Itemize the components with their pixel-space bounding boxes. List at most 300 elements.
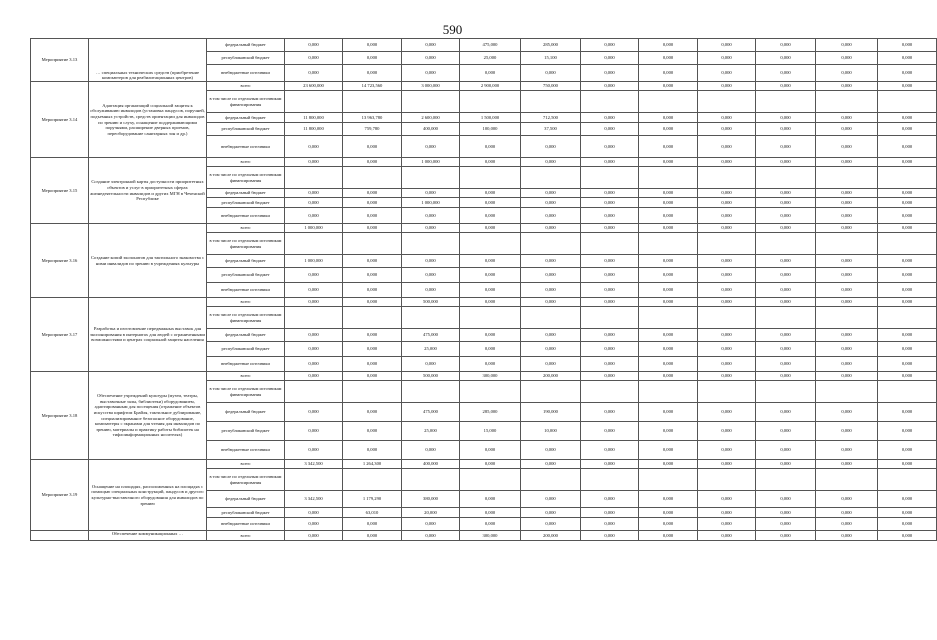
- description-cell: Разработка и изготовление передвижных выставок для экспонирования в интернатах для людей с ограниченными возможностями и центрах социальной защиты населения: [89, 298, 207, 372]
- value-cell: 0,000: [639, 342, 698, 357]
- value-cell: 0,000: [878, 255, 937, 268]
- value-cell: [878, 91, 937, 113]
- value-cell: 0,000: [756, 508, 816, 518]
- value-cell: 0,000: [816, 491, 878, 508]
- value-cell: [581, 307, 639, 329]
- funding-source-cell: в том числе по отдельным источникам финансирования: [207, 307, 285, 329]
- value-cell: [521, 307, 581, 329]
- value-cell: 0,000: [285, 268, 343, 283]
- value-cell: [581, 91, 639, 113]
- value-cell: 0,000: [639, 82, 698, 91]
- value-cell: 0,000: [878, 136, 937, 158]
- value-cell: 712,500: [521, 113, 581, 123]
- funding-source-cell: всего: [207, 531, 285, 541]
- value-cell: [343, 233, 402, 255]
- value-cell: 0,000: [402, 136, 460, 158]
- funding-source-cell: всего: [207, 298, 285, 307]
- value-cell: 0,000: [878, 518, 937, 531]
- funding-source-cell: республиканский бюджет: [207, 342, 285, 357]
- value-cell: 0,000: [756, 422, 816, 441]
- value-cell: 0,000: [581, 158, 639, 167]
- value-cell: 0,000: [285, 52, 343, 65]
- value-cell: 0,000: [581, 123, 639, 136]
- description-cell: Адаптация организаций социальной защиты к обслуживанию инвалидов (установка пандусов, поручней, подъемных устройств, средств ориентации для инвалидов по зрению и слуху, оснащение поддерживающими поручнями, расширение дверных проемов, переоборудование санитарных зон и др.): [89, 82, 207, 158]
- funding-source-cell: федеральный бюджет: [207, 255, 285, 268]
- value-cell: 0,000: [343, 224, 402, 233]
- value-cell: 0,000: [878, 422, 937, 441]
- value-cell: 0,000: [581, 491, 639, 508]
- funding-source-cell: внебюджетные источники: [207, 208, 285, 224]
- value-cell: 0,000: [756, 283, 816, 298]
- value-cell: [581, 233, 639, 255]
- value-cell: 0,000: [581, 189, 639, 198]
- funding-source-cell: в том числе по отдельным источникам финансирования: [207, 167, 285, 189]
- value-cell: 0,000: [460, 208, 521, 224]
- value-cell: 0,000: [698, 403, 756, 422]
- value-cell: 0,000: [756, 82, 816, 91]
- value-cell: 25,000: [402, 422, 460, 441]
- value-cell: 0,000: [460, 198, 521, 208]
- value-cell: 0,000: [343, 329, 402, 342]
- value-cell: [285, 381, 343, 403]
- value-cell: [639, 307, 698, 329]
- value-cell: 0,000: [343, 283, 402, 298]
- funding-source-cell: внебюджетные источники: [207, 283, 285, 298]
- value-cell: [816, 233, 878, 255]
- funding-source-cell: всего: [207, 224, 285, 233]
- value-cell: 0,000: [878, 357, 937, 372]
- value-cell: 0,000: [581, 460, 639, 469]
- value-cell: 285,000: [521, 39, 581, 52]
- funding-source-cell: внебюджетные источники: [207, 518, 285, 531]
- funding-source-cell: республиканский бюджет: [207, 268, 285, 283]
- value-cell: [581, 469, 639, 491]
- value-cell: 0,000: [816, 372, 878, 381]
- value-cell: 0,000: [756, 158, 816, 167]
- funding-source-cell: всего: [207, 158, 285, 167]
- value-cell: 0,000: [816, 158, 878, 167]
- budget-table: [30, 38, 937, 541]
- funding-source-cell: в том числе по отдельным источникам финансирования: [207, 233, 285, 255]
- table-row: [31, 39, 937, 52]
- funding-source-cell: в том числе по отдельным источникам финансирования: [207, 469, 285, 491]
- value-cell: 0,000: [756, 531, 816, 541]
- value-cell: [402, 381, 460, 403]
- value-cell: 0,000: [285, 158, 343, 167]
- funding-source-cell: республиканский бюджет: [207, 52, 285, 65]
- value-cell: 0,000: [460, 283, 521, 298]
- value-cell: 0,000: [521, 208, 581, 224]
- value-cell: [756, 307, 816, 329]
- funding-source-cell: федеральный бюджет: [207, 189, 285, 198]
- value-cell: 0,000: [343, 255, 402, 268]
- value-cell: 0,000: [878, 123, 937, 136]
- value-cell: 0,000: [878, 531, 937, 541]
- value-cell: 0,000: [285, 342, 343, 357]
- value-cell: 0,000: [698, 441, 756, 460]
- value-cell: 25,000: [402, 342, 460, 357]
- value-cell: 0,000: [521, 283, 581, 298]
- value-cell: 0,000: [581, 531, 639, 541]
- value-cell: 0,000: [698, 189, 756, 198]
- value-cell: [639, 381, 698, 403]
- value-cell: 0,000: [639, 422, 698, 441]
- value-cell: 0,000: [639, 208, 698, 224]
- value-cell: 0,000: [460, 136, 521, 158]
- funding-source-cell: внебюджетные источники: [207, 136, 285, 158]
- value-cell: 0,000: [756, 198, 816, 208]
- value-cell: 20,000: [402, 508, 460, 518]
- value-cell: 0,000: [581, 39, 639, 52]
- value-cell: [460, 233, 521, 255]
- value-cell: 0,000: [756, 491, 816, 508]
- value-cell: 0,000: [878, 268, 937, 283]
- value-cell: 0,000: [639, 268, 698, 283]
- value-cell: 0,000: [581, 422, 639, 441]
- value-cell: [402, 469, 460, 491]
- value-cell: 0,000: [816, 136, 878, 158]
- value-cell: [343, 307, 402, 329]
- value-cell: 0,000: [460, 441, 521, 460]
- value-cell: 0,000: [343, 357, 402, 372]
- value-cell: 0,000: [343, 136, 402, 158]
- value-cell: [581, 167, 639, 189]
- funding-source-cell: республиканский бюджет: [207, 422, 285, 441]
- funding-source-cell: всего: [207, 82, 285, 91]
- value-cell: [639, 91, 698, 113]
- value-cell: [816, 307, 878, 329]
- value-cell: 400,000: [402, 460, 460, 469]
- value-cell: 0,000: [698, 298, 756, 307]
- value-cell: 0,000: [343, 342, 402, 357]
- value-cell: 0,000: [878, 189, 937, 198]
- value-cell: 23 600,000: [285, 82, 343, 91]
- value-cell: 0,000: [460, 491, 521, 508]
- value-cell: 100,000: [460, 123, 521, 136]
- value-cell: 0,000: [402, 255, 460, 268]
- value-cell: [878, 381, 937, 403]
- value-cell: 0,000: [756, 255, 816, 268]
- value-cell: 0,000: [756, 189, 816, 198]
- value-cell: 0,000: [285, 531, 343, 541]
- value-cell: 0,000: [460, 518, 521, 531]
- value-cell: 0,000: [343, 268, 402, 283]
- value-cell: 3 000,000: [402, 82, 460, 91]
- value-cell: 0,000: [460, 189, 521, 198]
- value-cell: 1 000,000: [285, 224, 343, 233]
- value-cell: 10,000: [521, 422, 581, 441]
- value-cell: 1 000,000: [402, 158, 460, 167]
- value-cell: 0,000: [285, 441, 343, 460]
- value-cell: 500,000: [402, 372, 460, 381]
- funding-source-cell: федеральный бюджет: [207, 329, 285, 342]
- value-cell: 0,000: [343, 208, 402, 224]
- value-cell: 0,000: [878, 491, 937, 508]
- value-cell: 0,000: [285, 508, 343, 518]
- value-cell: [756, 167, 816, 189]
- value-cell: 0,000: [698, 518, 756, 531]
- value-cell: [816, 167, 878, 189]
- value-cell: 0,000: [816, 283, 878, 298]
- value-cell: 0,000: [816, 255, 878, 268]
- value-cell: 0,000: [402, 65, 460, 82]
- value-cell: 0,000: [639, 65, 698, 82]
- value-cell: 0,000: [878, 460, 937, 469]
- funding-source-cell: федеральный бюджет: [207, 113, 285, 123]
- value-cell: 0,000: [756, 123, 816, 136]
- funding-source-cell: федеральный бюджет: [207, 39, 285, 52]
- value-cell: 0,000: [285, 422, 343, 441]
- value-cell: 0,000: [460, 298, 521, 307]
- value-cell: 475,000: [402, 329, 460, 342]
- value-cell: 0,000: [402, 52, 460, 65]
- value-cell: 300,000: [460, 531, 521, 541]
- value-cell: 14 723,560: [343, 82, 402, 91]
- value-cell: 0,000: [639, 491, 698, 508]
- value-cell: [460, 307, 521, 329]
- value-cell: 0,000: [756, 460, 816, 469]
- value-cell: 0,000: [521, 189, 581, 198]
- value-cell: 475,000: [402, 403, 460, 422]
- value-cell: [521, 381, 581, 403]
- value-cell: [581, 381, 639, 403]
- measure-cell: Мероприятие 3.19: [31, 460, 89, 531]
- value-cell: 0,000: [581, 283, 639, 298]
- value-cell: 0,000: [756, 39, 816, 52]
- value-cell: 0,000: [460, 460, 521, 469]
- value-cell: 0,000: [521, 508, 581, 518]
- funding-source-cell: всего: [207, 460, 285, 469]
- value-cell: 0,000: [698, 198, 756, 208]
- value-cell: [460, 167, 521, 189]
- value-cell: 0,000: [343, 441, 402, 460]
- value-cell: 2 600,000: [402, 113, 460, 123]
- value-cell: 15,100: [521, 52, 581, 65]
- value-cell: [698, 381, 756, 403]
- value-cell: 0,000: [756, 357, 816, 372]
- value-cell: 0,000: [285, 208, 343, 224]
- value-cell: 0,000: [756, 329, 816, 342]
- value-cell: [285, 307, 343, 329]
- value-cell: 0,000: [343, 531, 402, 541]
- value-cell: 0,000: [402, 189, 460, 198]
- value-cell: 0,000: [639, 441, 698, 460]
- description-cell: Обеспечение учреждений культуры (музеи, театры, выставочные залы, библиотеки) оборудованием, адаптированным для посещения (отражение объектов искусства шрифтом Брайля, тактильное дублирование, специализированное безопасное оборудование, компьютеры с экранами для чтения для инвалидов по зрению, материалы и практику работы библиотек на тифлоинформационных носителях): [89, 372, 207, 460]
- value-cell: 0,000: [285, 189, 343, 198]
- value-cell: 0,000: [878, 113, 937, 123]
- funding-source-cell: федеральный бюджет: [207, 403, 285, 422]
- value-cell: 0,000: [343, 403, 402, 422]
- value-cell: 0,000: [460, 357, 521, 372]
- value-cell: 0,000: [521, 65, 581, 82]
- value-cell: 0,000: [581, 518, 639, 531]
- value-cell: [639, 469, 698, 491]
- value-cell: 0,000: [756, 224, 816, 233]
- value-cell: 0,000: [878, 39, 937, 52]
- value-cell: 200,000: [521, 531, 581, 541]
- value-cell: 0,000: [581, 198, 639, 208]
- description-cell: … специальных технических средств (приобретение компьютеров для реабилитационных центров): [89, 39, 207, 82]
- description-cell: Создание электронной карты доступности приоритетных объектов и услуг в приоритетных сферах жизнедеятельности инвалидов и других МГН в Чеченской Республике: [89, 158, 207, 224]
- value-cell: 0,000: [521, 357, 581, 372]
- value-cell: 0,000: [460, 268, 521, 283]
- measure-cell: Мероприятие 3.18: [31, 372, 89, 460]
- value-cell: 0,000: [639, 255, 698, 268]
- value-cell: 0,000: [639, 189, 698, 198]
- value-cell: 0,000: [816, 342, 878, 357]
- value-cell: 0,000: [285, 372, 343, 381]
- value-cell: 0,000: [581, 52, 639, 65]
- value-cell: [639, 233, 698, 255]
- value-cell: 0,000: [639, 158, 698, 167]
- measure-cell: Мероприятие 3.14: [31, 82, 89, 158]
- value-cell: 0,000: [816, 422, 878, 441]
- value-cell: 3 342,500: [285, 491, 343, 508]
- value-cell: 0,000: [285, 298, 343, 307]
- value-cell: 0,000: [698, 531, 756, 541]
- value-cell: 0,000: [878, 508, 937, 518]
- value-cell: 0,000: [878, 208, 937, 224]
- value-cell: 0,000: [402, 357, 460, 372]
- value-cell: 1 000,000: [402, 198, 460, 208]
- value-cell: 0,000: [402, 531, 460, 541]
- description-cell: Обеспечение коммуникационных …: [89, 531, 207, 541]
- value-cell: 0,000: [581, 441, 639, 460]
- value-cell: 0,000: [639, 508, 698, 518]
- value-cell: 0,000: [816, 39, 878, 52]
- value-cell: 0,000: [698, 460, 756, 469]
- value-cell: 0,000: [460, 255, 521, 268]
- value-cell: 0,000: [639, 52, 698, 65]
- value-cell: 0,000: [521, 460, 581, 469]
- measure-cell: Мероприятие 3.17: [31, 298, 89, 372]
- value-cell: 0,000: [878, 372, 937, 381]
- value-cell: 0,000: [521, 298, 581, 307]
- value-cell: 0,000: [285, 198, 343, 208]
- value-cell: 0,000: [581, 136, 639, 158]
- value-cell: [521, 233, 581, 255]
- value-cell: 0,000: [581, 224, 639, 233]
- value-cell: [285, 469, 343, 491]
- value-cell: 1 179,290: [343, 491, 402, 508]
- value-cell: 0,000: [878, 224, 937, 233]
- value-cell: 0,000: [816, 268, 878, 283]
- value-cell: 0,000: [878, 298, 937, 307]
- value-cell: 0,000: [402, 441, 460, 460]
- value-cell: 0,000: [698, 65, 756, 82]
- value-cell: 0,000: [285, 403, 343, 422]
- measure-cell: Мероприятие 3.15: [31, 158, 89, 224]
- value-cell: [878, 233, 937, 255]
- value-cell: 2 900,000: [460, 82, 521, 91]
- value-cell: 0,000: [756, 372, 816, 381]
- value-cell: 0,000: [639, 136, 698, 158]
- value-cell: 0,000: [698, 113, 756, 123]
- value-cell: [285, 167, 343, 189]
- value-cell: 0,000: [343, 39, 402, 52]
- value-cell: 0,000: [698, 329, 756, 342]
- table-row: [31, 531, 937, 541]
- funding-source-cell: всего: [207, 372, 285, 381]
- value-cell: 11 800,000: [285, 123, 343, 136]
- value-cell: 500,000: [402, 298, 460, 307]
- value-cell: 0,000: [581, 342, 639, 357]
- value-cell: 0,000: [639, 518, 698, 531]
- value-cell: 0,000: [878, 403, 937, 422]
- funding-source-cell: федеральный бюджет: [207, 491, 285, 508]
- value-cell: 1 264,300: [343, 460, 402, 469]
- table-row: [31, 224, 937, 233]
- value-cell: 0,000: [639, 329, 698, 342]
- value-cell: 0,000: [816, 357, 878, 372]
- value-cell: 0,000: [698, 39, 756, 52]
- value-cell: 0,000: [581, 403, 639, 422]
- value-cell: [698, 469, 756, 491]
- value-cell: 0,000: [521, 158, 581, 167]
- value-cell: 0,000: [343, 158, 402, 167]
- value-cell: 0,000: [402, 283, 460, 298]
- value-cell: 0,000: [581, 208, 639, 224]
- value-cell: [816, 469, 878, 491]
- value-cell: 0,000: [581, 329, 639, 342]
- value-cell: 0,000: [460, 329, 521, 342]
- page-number: 590: [442, 22, 463, 37]
- value-cell: 0,000: [756, 518, 816, 531]
- value-cell: 0,000: [343, 372, 402, 381]
- value-cell: 0,000: [639, 283, 698, 298]
- value-cell: 0,000: [343, 65, 402, 82]
- value-cell: [285, 91, 343, 113]
- value-cell: 0,000: [878, 65, 937, 82]
- value-cell: 0,000: [878, 441, 937, 460]
- funding-source-cell: внебюджетные источники: [207, 357, 285, 372]
- value-cell: 380,000: [402, 491, 460, 508]
- value-cell: 0,000: [878, 82, 937, 91]
- value-cell: 0,000: [639, 372, 698, 381]
- value-cell: 190,000: [521, 403, 581, 422]
- measure-cell: Мероприятие 3.16: [31, 224, 89, 298]
- value-cell: [521, 91, 581, 113]
- budget-table-container: [30, 38, 913, 590]
- value-cell: 0,000: [816, 329, 878, 342]
- funding-source-cell: республиканский бюджет: [207, 508, 285, 518]
- value-cell: 0,000: [521, 224, 581, 233]
- value-cell: 0,000: [285, 518, 343, 531]
- value-cell: 0,000: [639, 460, 698, 469]
- value-cell: 0,000: [343, 518, 402, 531]
- value-cell: 0,000: [639, 123, 698, 136]
- value-cell: 0,000: [402, 208, 460, 224]
- value-cell: 0,000: [816, 82, 878, 91]
- value-cell: [878, 167, 937, 189]
- value-cell: 0,000: [698, 508, 756, 518]
- value-cell: [521, 167, 581, 189]
- value-cell: 0,000: [402, 518, 460, 531]
- value-cell: [343, 167, 402, 189]
- funding-source-cell: республиканский бюджет: [207, 123, 285, 136]
- value-cell: 0,000: [698, 372, 756, 381]
- funding-source-cell: республиканский бюджет: [207, 198, 285, 208]
- value-cell: [343, 469, 402, 491]
- value-cell: 0,000: [581, 372, 639, 381]
- value-cell: [698, 91, 756, 113]
- value-cell: 0,000: [756, 65, 816, 82]
- value-cell: [756, 381, 816, 403]
- value-cell: 0,000: [402, 224, 460, 233]
- value-cell: 0,000: [343, 298, 402, 307]
- description-cell: Оснащение на площадях, расположенных на площадях с помощью специальных конструкций, пандусов и другого культурно-выставочного оборудования для инвалидов по зрению: [89, 460, 207, 531]
- value-cell: [639, 167, 698, 189]
